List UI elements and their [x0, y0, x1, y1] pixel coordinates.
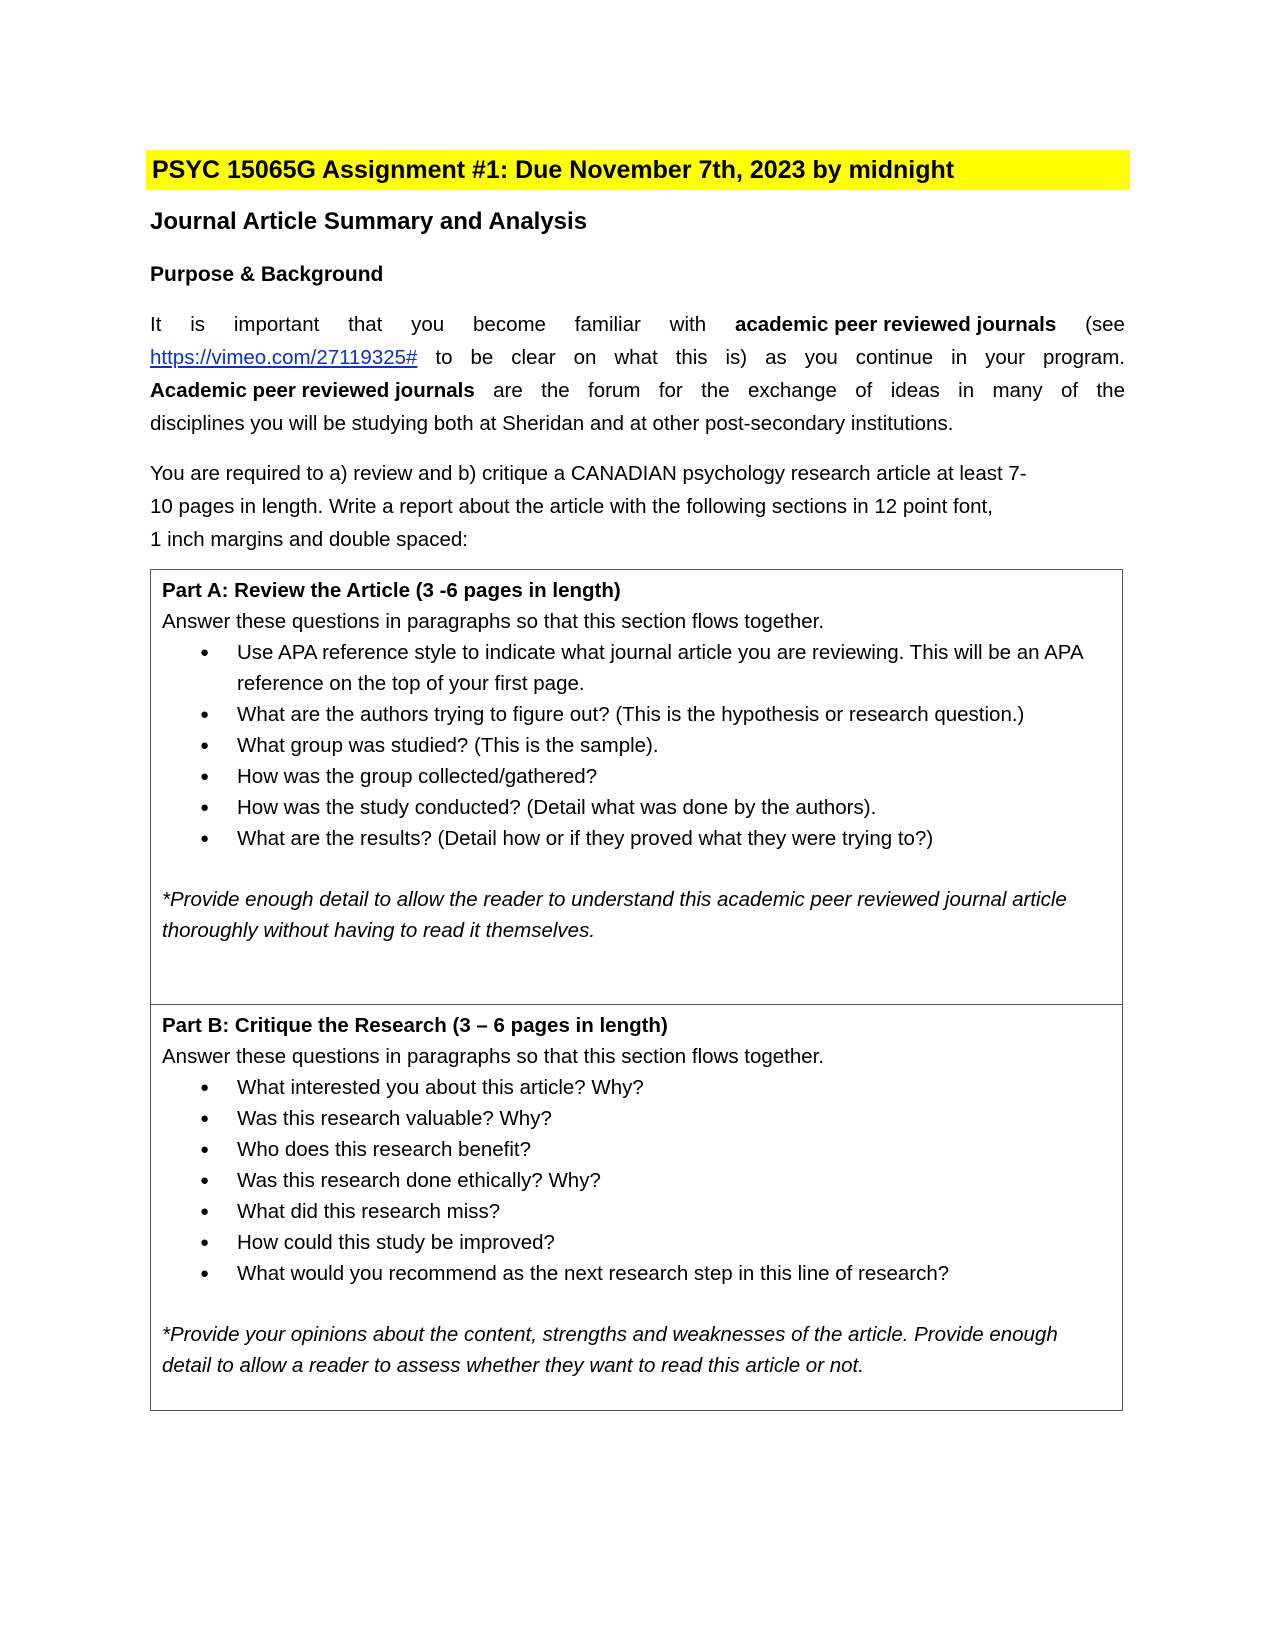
purpose-line-1: It is important that you become familiar with academic peer reviewed journals (see	[150, 308, 1125, 341]
part-a-heading: Part A: Review the Article (3 -6 pages in length)	[162, 579, 621, 602]
part-a-intro: Answer these questions in paragraphs so that this section flows together.	[162, 610, 825, 633]
list-item: ● Was this research valuable? Why?	[162, 1103, 1112, 1134]
purpose-line-2: https://vimeo.com/27119325# to be clear on what this is) as you continue in your program.	[150, 341, 1125, 374]
purpose-line-4: disciplines you will be studying both at Sheridan and at other post-secondary institutions.	[150, 412, 954, 435]
list-item: ● What are the authors trying to figure out? (This is the hypothesis or research question.)	[162, 699, 1112, 730]
list-item: ● What would you recommend as the next research step in this line of research?	[162, 1258, 1112, 1289]
peer-reviewed-term: academic peer reviewed journals	[734, 313, 1057, 336]
part-a-question-list	[162, 637, 1112, 854]
document-subtitle: Journal Article Summary and Analysis	[150, 208, 588, 235]
list-item: ● How could this study be improved?	[162, 1227, 1112, 1258]
peer-reviewed-term-2: Academic peer reviewed journals	[150, 379, 475, 402]
part-a-note: *Provide enough detail to allow the reader to understand this academic peer reviewed journal article thoroughly without having to read it themselves.	[162, 888, 1067, 942]
list-item: ● What interested you about this article? Why?	[162, 1072, 1112, 1103]
purpose-heading: Purpose & Background	[150, 263, 384, 286]
list-item: ● Who does this research benefit?	[162, 1134, 1112, 1165]
assignment-title: PSYC 15065G Assignment #1: Due November 7th, 2023 by midnight	[146, 150, 1130, 190]
requirements-line-3: 1 inch margins and double spaced:	[150, 528, 468, 551]
vimeo-link[interactable]: https://vimeo.com/27119325#	[150, 346, 418, 369]
list-item: ● How was the study conducted? (Detail what was done by the authors).	[162, 792, 1112, 823]
list-item: ● How was the group collected/gathered?	[162, 761, 1112, 792]
part-b-question-list	[162, 1072, 1112, 1289]
part-a-box	[150, 569, 1123, 1005]
list-item: ● What are the results? (Detail how or if they proved what they were trying to?)	[162, 823, 1112, 854]
part-b-heading: Part B: Critique the Research (3 – 6 pages in length)	[162, 1014, 668, 1037]
list-item: ● What group was studied? (This is the sample).	[162, 730, 1112, 761]
requirements-paragraph	[150, 457, 1125, 556]
part-b-box	[150, 1005, 1123, 1411]
requirements-line-2: 10 pages in length. Write a report about the article with the following sections in 12 point font,	[150, 495, 993, 518]
purpose-line-3: Academic peer reviewed journals are the forum for the exchange of ideas in many of the	[150, 374, 1125, 407]
requirements-line-1: You are required to a) review and b) critique a CANADIAN psychology research article at least 7-	[150, 462, 1027, 485]
list-item: ● Was this research done ethically? Why?	[162, 1165, 1112, 1196]
part-b-intro: Answer these questions in paragraphs so that this section flows together.	[162, 1045, 825, 1068]
list-item: ● What did this research miss?	[162, 1196, 1112, 1227]
purpose-paragraph	[150, 308, 1125, 440]
list-item: ● Use APA reference style to indicate what journal article you are reviewing. This will be an APA reference on the top of your first page.	[162, 637, 1112, 699]
part-b-note: *Provide your opinions about the content, strengths and weaknesses of the article. Provide enough detail to allow a reader to assess whether they want to read this article or not.	[162, 1323, 1058, 1377]
